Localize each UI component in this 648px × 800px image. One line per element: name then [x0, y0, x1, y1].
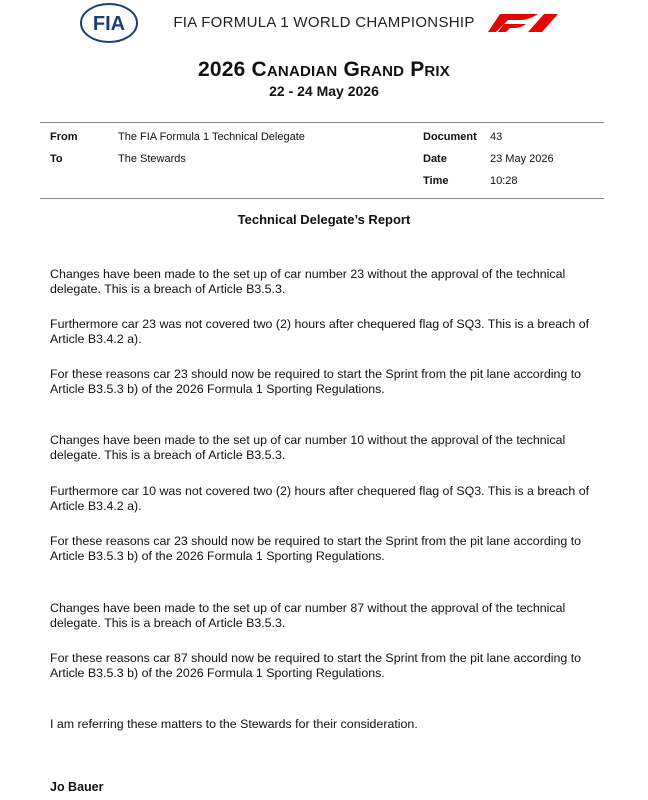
document-header	[0, 0, 648, 50]
event-title: 2026 Canadian Grand Prix	[197, 58, 451, 81]
from-value: The FIA Formula 1 Technical Delegate	[118, 131, 305, 143]
f1-logo-icon	[486, 12, 562, 34]
paragraph-8: For these reasons car 87 should now be required to start the Sprint from the pit lane according to Article B3.5.3 b) of the 2026 Formula 1 Sporting Regulations.	[50, 651, 582, 680]
divider-top	[40, 122, 604, 123]
time-value: 10:28	[490, 175, 518, 187]
divider-bottom	[40, 198, 604, 199]
paragraph-1: Changes have been made to the set up of car number 23 without the approval of the technical delegate. This is a breach of Article B3.5.3.	[50, 267, 566, 296]
paragraph-2: Furthermore car 23 was not covered two (2) hours after chequered flag of SQ3. This is a breach of Article B3.4.2 a).	[50, 317, 590, 346]
paragraph-3: For these reasons car 23 should now be required to start the Sprint from the pit lane according to Article B3.5.3 b) of the 2026 Formula 1 Sporting Regulations.	[50, 367, 582, 396]
date-label: Date	[423, 153, 447, 165]
from-label: From	[50, 131, 78, 143]
event-dates: 22 - 24 May 2026	[269, 83, 379, 99]
date-value: 23 May 2026	[490, 153, 554, 165]
paragraph-4: Changes have been made to the set up of car number 10 without the approval of the technical delegate. This is a breach of Article B3.5.3.	[50, 433, 566, 462]
report-title: Technical Delegate’s Report	[237, 212, 411, 227]
time-label: Time	[423, 175, 449, 187]
paragraph-9: I am referring these matters to the Stewards for their consideration.	[50, 717, 418, 731]
to-value: The Stewards	[118, 153, 186, 165]
fia-logo-text: FIA	[92, 13, 126, 35]
paragraph-7: Changes have been made to the set up of car number 87 without the approval of the technical delegate. This is a breach of Article B3.5.3.	[50, 601, 566, 630]
paragraph-5: Furthermore car 10 was not covered two (2) hours after chequered flag of SQ3. This is a breach of Article B3.4.2 a).	[50, 484, 590, 513]
paragraph-6: For these reasons car 23 should now be required to start the Sprint from the pit lane according to Article B3.5.3 b) of the 2026 Formula 1 Sporting Regulations.	[50, 534, 582, 563]
document-label: Document	[423, 131, 477, 143]
document-value: 43	[490, 131, 503, 143]
to-label: To	[50, 153, 63, 165]
championship-title: FIA FORMULA 1 WORLD CHAMPIONSHIP	[173, 14, 475, 31]
signature-name: Jo Bauer	[50, 780, 104, 794]
